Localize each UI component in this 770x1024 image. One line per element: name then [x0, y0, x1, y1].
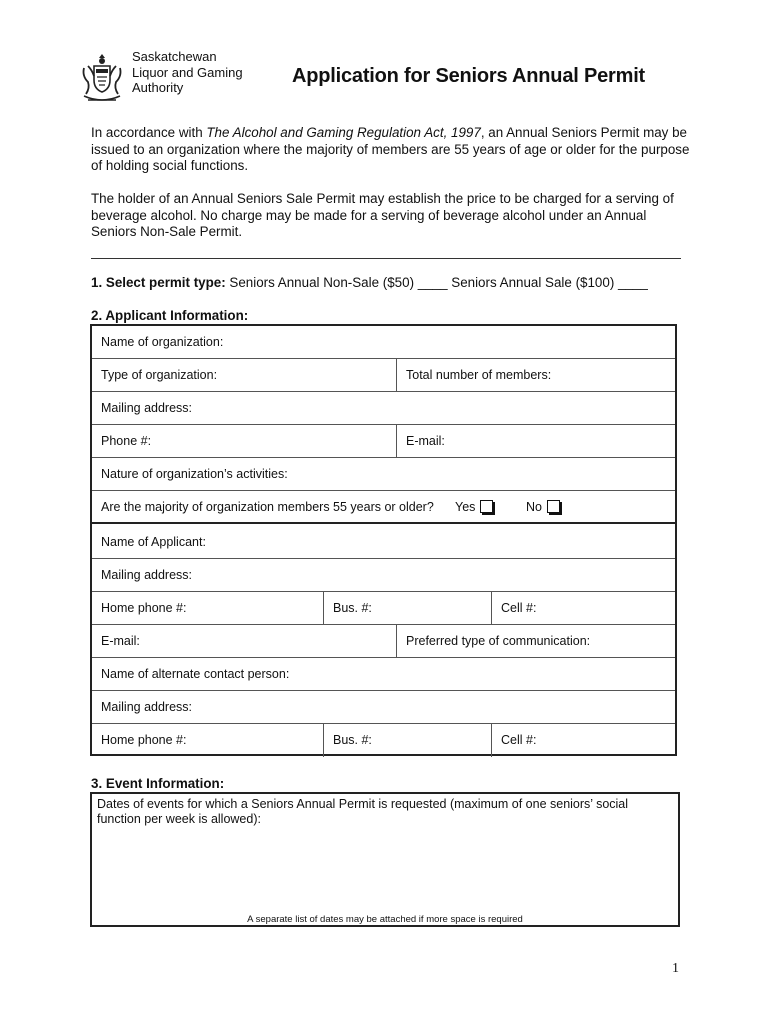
alternate-cell-field[interactable]: Cell #:	[491, 724, 677, 757]
table-row	[92, 724, 675, 757]
no-checkbox[interactable]	[547, 500, 560, 513]
permit-type-question	[91, 275, 648, 290]
applicant-home-phone-field[interactable]: Home phone #:	[101, 601, 187, 615]
table-row	[92, 392, 675, 425]
table-row	[92, 691, 675, 724]
coat-of-arms-logo	[80, 52, 124, 104]
majority-question	[92, 491, 675, 522]
intro-paragraph-1	[91, 125, 691, 175]
applicant-info-table	[90, 324, 677, 756]
intro-text-b: , an Annual Seniors Permit may be issued to an organization where the majority of members are 55 years of age or older for the purpose of holding social functions.	[91, 125, 690, 173]
divider	[91, 258, 681, 259]
organization-type-field[interactable]: Type of organization:	[101, 368, 218, 382]
table-row	[92, 559, 675, 592]
applicant-bus-phone-field[interactable]: Bus. #:	[323, 592, 491, 624]
org-phone-field[interactable]: Phone #:	[101, 434, 152, 448]
alternate-bus-phone-field[interactable]: Bus. #:	[323, 724, 491, 757]
permit-type-options[interactable]: Seniors Annual Non-Sale ($50) ____ Seniors Annual Sale ($100) ____	[225, 275, 648, 290]
page-number: 1	[672, 961, 679, 976]
yes-label: Yes	[455, 500, 476, 514]
yes-option[interactable]	[455, 500, 493, 514]
table-row	[92, 658, 675, 691]
applicant-mailing-address-field[interactable]: Mailing address:	[101, 568, 193, 582]
act-name: The Alcohol and Gaming Regulation Act, 1997	[206, 125, 481, 140]
applicant-email-field[interactable]: E-mail:	[101, 634, 140, 648]
applicant-section-heading: 2. Applicant Information:	[91, 308, 249, 323]
alternate-home-phone-field[interactable]: Home phone #:	[101, 733, 187, 747]
org-mailing-address-field[interactable]: Mailing address:	[101, 401, 193, 415]
no-option[interactable]	[526, 500, 560, 514]
table-row	[92, 491, 675, 524]
form-title: Application for Seniors Annual Permit	[292, 65, 646, 87]
event-section-heading: 3. Event Information:	[91, 776, 225, 791]
alternate-contact-field[interactable]: Name of alternate contact person:	[101, 667, 290, 681]
event-dates-label: Dates of events for which a Seniors Annual Permit is requested (maximum of one seniors’ social function per week is allowed):	[97, 797, 629, 826]
applicant-cell-field[interactable]: Cell #:	[491, 592, 677, 624]
intro-text-a: In accordance with	[91, 125, 207, 140]
intro-paragraph-2: The holder of an Annual Seniors Sale Permit may establish the price to be charged for a serving of beverage alcohol. No charge may be made for a serving of beverage alcohol under an Annual Seniors Non-Sale Permit.	[91, 191, 674, 239]
preferred-communication-field[interactable]: Preferred type of communication:	[396, 625, 677, 657]
table-row	[92, 359, 675, 392]
org-line-1: Saskatchewan	[132, 49, 217, 64]
activities-field[interactable]: Nature of organization’s activities:	[101, 467, 288, 481]
event-dates-note: A separate list of dates may be attached if more space is required	[247, 914, 523, 925]
yes-checkbox[interactable]	[480, 500, 493, 513]
applicant-name-field[interactable]: Name of Applicant:	[101, 535, 206, 549]
event-dates-box[interactable]	[90, 792, 680, 927]
majority-question-label: Are the majority of organization members 55 years or older?	[101, 500, 434, 514]
table-row	[92, 526, 675, 559]
org-line-3: Authority	[132, 80, 184, 95]
table-row	[92, 326, 675, 359]
no-label: No	[526, 500, 542, 514]
table-row	[92, 625, 675, 658]
alternate-mailing-address-field[interactable]: Mailing address:	[101, 700, 193, 714]
authority-name	[132, 49, 243, 96]
table-row	[92, 592, 675, 625]
table-row	[92, 425, 675, 458]
organization-name-field[interactable]: Name of organization:	[101, 335, 224, 349]
total-members-field[interactable]: Total number of members:	[396, 359, 677, 391]
permit-type-label: 1. Select permit type:	[91, 275, 226, 290]
org-email-field[interactable]: E-mail:	[396, 425, 677, 457]
org-line-2: Liquor and Gaming	[132, 64, 243, 80]
table-row	[92, 458, 675, 491]
